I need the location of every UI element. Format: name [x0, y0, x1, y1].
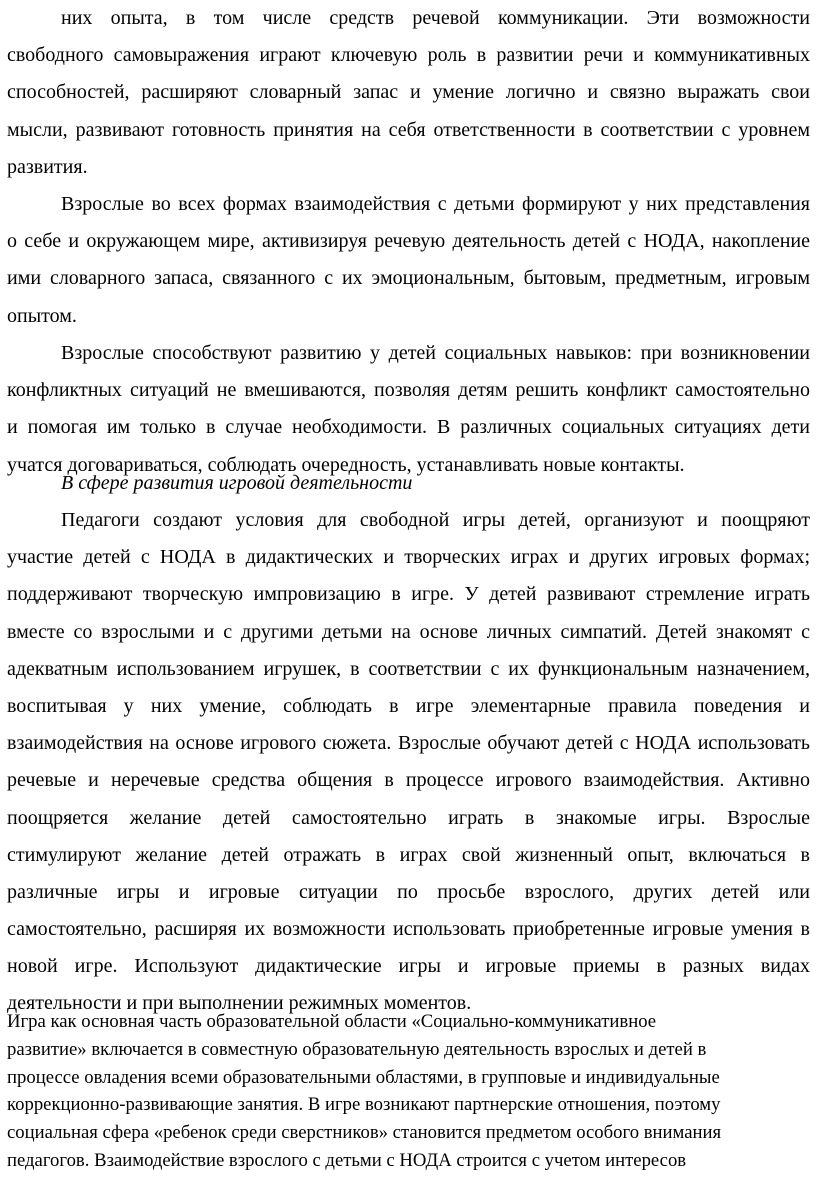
paragraph-line: них опыта, в том числе средств речевой коммуникации. Эти возможности [61, 7, 810, 29]
paragraph-2 [0, 186, 816, 335]
paragraph-line: самостоятельно, расширяя их возможности использовать приобретенные игровые умения в [7, 918, 810, 941]
paragraph-line: различные игры и игровые ситуации по просьбе взрослого, других детей или [7, 880, 810, 903]
paragraph-line: Взрослые способствуют развитию у детей социальных навыков: при возникновении [61, 342, 810, 364]
section-heading [0, 465, 816, 502]
paragraph-4 [0, 502, 816, 1023]
paragraph-line: речевые и неречевые средства общения в процессе игрового взаимодействия. Активно [7, 769, 810, 792]
paragraph-3 [0, 335, 816, 484]
paragraph-line: новой игре. Используют дидактические игры и игровые приемы в разных видах [7, 955, 810, 978]
paragraph-line: конфликтных ситуаций не вмешиваются, позволяя детям решить конфликт самостоятельно [7, 379, 810, 402]
paragraph-line: о себе и окружающем мире, активизируя речевую деятельность детей с НОДА, накопление [7, 230, 810, 253]
paragraph-line: развитие» включается в совместную образовательную деятельность взрослых и детей в [7, 1038, 707, 1060]
paragraph-line: стимулируют желание детей отражать в играх свой жизненный опыт, включаться в [7, 843, 810, 866]
paragraph-line: вместе со взрослыми и с другими детьми на основе личных симпатий. Детей знакомят с [7, 620, 810, 643]
paragraph-line: учатся договариваться, соблюдать очередность, устанавливать новые контакты. [7, 453, 685, 476]
paragraph-line: Взрослые во всех формах взаимодействия с детьми формируют у них представления [61, 193, 810, 215]
paragraph-line: Игра как основная часть образовательной области «Социально-коммуникативное [7, 1011, 657, 1032]
paragraph-line: деятельности и при выполнении режимных моментов. [7, 992, 472, 1015]
paragraph-line: развития. [7, 155, 88, 178]
paragraph-line: воспитывая у них умение, соблюдать в игре элементарные правила поведения и [7, 694, 810, 717]
section-heading-text: В сфере развития игровой деятельности [61, 472, 413, 494]
paragraph-line: и помогая им только в случае необходимости. В различных социальных ситуациях дети [7, 416, 810, 439]
paragraph-line: мысли, развивают готовность принятия на себя ответственности в соответствии с уровнем [7, 118, 810, 141]
paragraph-line: адекватным использованием игрушек, в соответствии с их функциональным назначением, [7, 657, 810, 680]
paragraph-line: социальная сфера «ребенок среди сверстников» становится предметом особого внимания [7, 1122, 722, 1144]
paragraph-line: поощряется желание детей самостоятельно играть в знакомые игры. Взрослые [7, 806, 810, 829]
paragraph-line: способностей, расширяют словарный запас и умение логично и связно выражать свои [7, 81, 810, 104]
paragraph-line: свободного самовыражения играют ключевую роль в развитии речи и коммуникативных [7, 44, 810, 67]
paragraph-1 [0, 0, 816, 186]
paragraph-line: Педагоги создают условия для свободной игры детей, организуют и поощряют [61, 509, 810, 531]
paragraph-line: поддерживают творческую импровизацию в игре. У детей развивают стремление играть [7, 583, 810, 606]
paragraph-line: коррекционно-развивающие занятия. В игре возникают партнерские отношения, поэтому [7, 1094, 721, 1116]
paragraph-5 [0, 1008, 816, 1175]
paragraph-line: ими словарного запаса, связанного с их эмоциональным, бытовым, предметным, игровым [7, 267, 810, 290]
paragraph-line: педагогов. Взаимодействие взрослого с детьми с НОДА строится с учетом интересов [7, 1149, 687, 1171]
paragraph-line: взаимодействия на основе игрового сюжета. Взрослые обучают детей с НОДА использовать [7, 732, 810, 755]
paragraph-line: участие детей с НОДА в дидактических и творческих играх и других игровых формах; [7, 546, 810, 569]
paragraph-line: опытом. [7, 304, 77, 327]
paragraph-line: процессе овладения всеми образовательными областями, в групповые и индивидуальные [7, 1066, 720, 1088]
